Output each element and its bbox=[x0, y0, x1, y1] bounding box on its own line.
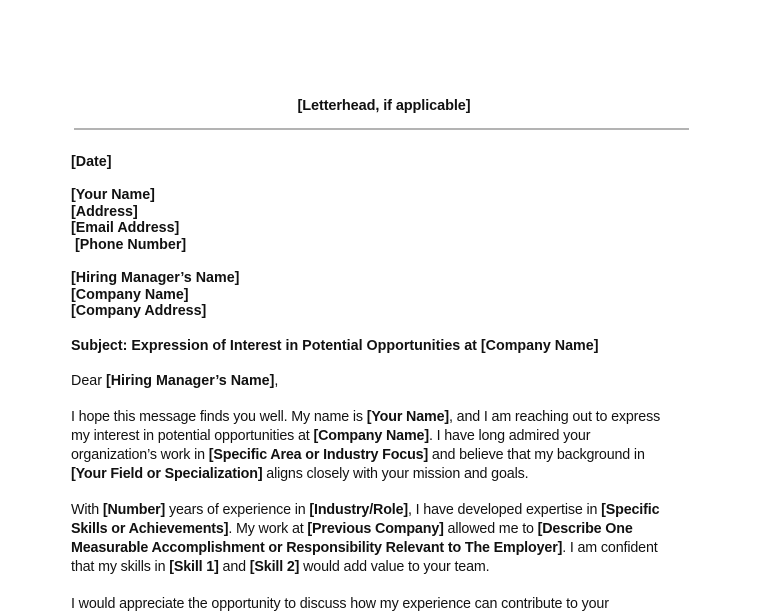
placeholder-field: [Previous Company] bbox=[307, 521, 444, 537]
recipient-block bbox=[71, 270, 696, 320]
body-text: and believe that my background in bbox=[428, 447, 645, 463]
paragraph-line bbox=[71, 520, 701, 539]
paragraph-line bbox=[71, 595, 701, 614]
placeholder-field: [Industry/Role] bbox=[309, 502, 409, 518]
paragraph-line bbox=[71, 539, 701, 558]
body-paragraph-2 bbox=[71, 501, 701, 577]
body-text: would add value to your team. bbox=[299, 559, 490, 575]
placeholder-field: [Skill 1] bbox=[169, 559, 219, 575]
paragraph-line bbox=[71, 427, 701, 446]
placeholder-field: [Your Field or Specialization] bbox=[71, 466, 263, 482]
body-text: aligns closely with your mission and goals. bbox=[262, 466, 529, 482]
placeholder-field: [Describe One bbox=[537, 521, 633, 537]
paragraph-line bbox=[71, 558, 701, 577]
salutation-prefix: Dear bbox=[71, 373, 106, 389]
body-text: . I am confident bbox=[562, 540, 658, 556]
recipient-company-address: [Company Address] bbox=[71, 303, 207, 320]
body-paragraph-3 bbox=[71, 595, 701, 614]
body-text: years of experience in bbox=[165, 502, 310, 518]
body-text: , and I am reaching out to express bbox=[449, 409, 661, 425]
body-paragraph-1 bbox=[71, 408, 701, 484]
salutation bbox=[71, 373, 696, 390]
placeholder-field: Measurable Accomplishment or Responsibility Relevant to The Employer] bbox=[71, 540, 563, 556]
letterhead-divider bbox=[74, 128, 689, 130]
date-line bbox=[71, 154, 696, 171]
letterhead: [Letterhead, if applicable] bbox=[297, 98, 471, 114]
placeholder-field: [Skill 2] bbox=[249, 559, 300, 575]
placeholder-field: [Specific Area or Industry Focus] bbox=[208, 447, 429, 463]
salutation-suffix: , bbox=[274, 373, 279, 389]
body-text: I hope this message finds you well. My name is bbox=[71, 409, 367, 425]
body-text: . My work at bbox=[228, 521, 308, 537]
salutation-line bbox=[71, 373, 696, 390]
sender-address: [Address] bbox=[71, 203, 138, 220]
date: [Date] bbox=[71, 154, 112, 170]
body-text: I would appreciate the opportunity to discuss how my experience can contribute to your bbox=[71, 596, 609, 612]
body-text: , I have developed expertise in bbox=[408, 502, 602, 518]
body-text: that my skills in bbox=[71, 559, 170, 575]
recipient-manager-name: [Hiring Manager’s Name] bbox=[71, 270, 240, 286]
sender-block bbox=[71, 187, 696, 253]
body-text: and bbox=[218, 559, 250, 575]
salutation-name: [Hiring Manager’s Name] bbox=[105, 373, 275, 389]
placeholder-field: Skills or Achievements] bbox=[71, 521, 229, 537]
sender-name: [Your Name] bbox=[71, 187, 155, 203]
placeholder-field: [Company Name] bbox=[313, 428, 429, 444]
body-text: . I have long admired your bbox=[428, 428, 591, 444]
body-text: organization’s work in bbox=[71, 447, 209, 463]
recipient-company-name: [Company Name] bbox=[71, 286, 189, 303]
body-text: my interest in potential opportunities at bbox=[71, 428, 314, 444]
paragraph-line bbox=[71, 408, 701, 427]
body-text: With bbox=[71, 502, 103, 518]
body-text: allowed me to bbox=[443, 521, 538, 537]
placeholder-field: [Specific bbox=[601, 502, 660, 518]
paragraph-line bbox=[71, 501, 701, 520]
sender-phone: [Phone Number] bbox=[71, 236, 187, 253]
placeholder-field: [Your Name] bbox=[366, 409, 450, 425]
subject-line bbox=[71, 338, 696, 355]
subject: Subject: Expression of Interest in Potential Opportunities at [Company Name] bbox=[71, 338, 599, 354]
paragraph-line bbox=[71, 465, 701, 484]
paragraph-line bbox=[71, 446, 701, 465]
placeholder-field: [Number] bbox=[102, 502, 166, 518]
sender-email: [Email Address] bbox=[71, 220, 180, 237]
